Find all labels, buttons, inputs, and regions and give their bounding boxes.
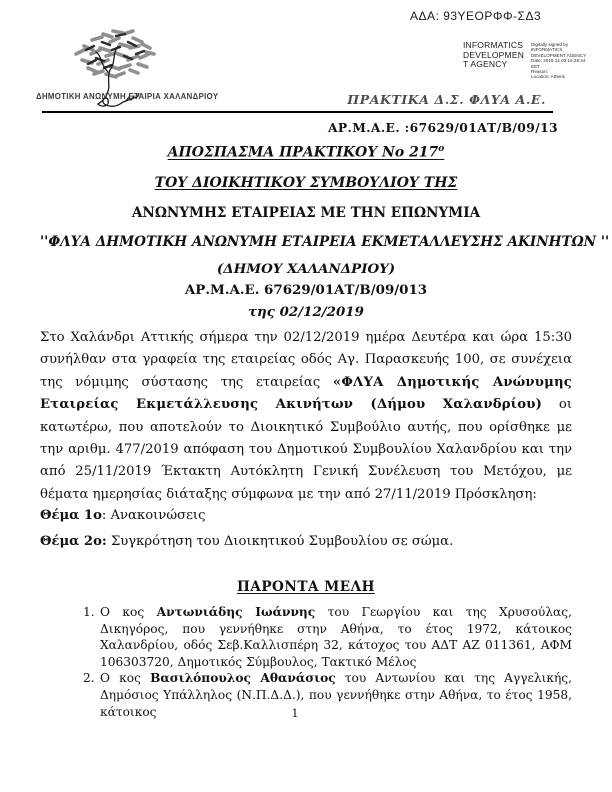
- stamp-detail-line: EET: [531, 63, 540, 69]
- intro-text: Στο Χαλάνδρι Αττικής σήμερα την 02/12/2019 ημέρα Δευτέρα και ώρα 15:30 συνήλθαν στα γραφεία της εταιρείας οδός Αγ. Παρασκευής 100, σε συνέχεια της νόμιμης σύστασης της εταιρείας: [40, 330, 572, 390]
- doc-title-line-6: ΑΡ.Μ.Α.Ε. 67629/01ΑΤ/Β/09/013: [184, 282, 428, 298]
- topic-text: : Ανακοινώσεις: [101, 508, 206, 523]
- member-prefix: Ο κος: [100, 671, 151, 686]
- logo-caption: ΔΗΜΟΤΙΚΗ ΑΝΩΝΥΜΗ ΕΤΑΙΡΙΑ ΧΑΛΑΝΔΡΙΟΥ: [36, 92, 219, 101]
- signature-stamp-agency: [463, 41, 535, 70]
- member-text: [100, 604, 572, 670]
- members-list: [83, 604, 572, 720]
- doc-title-line-2: ΤΟΥ ΔΙΟΙΚΗΤΙΚΟΥ ΣΥΜΒΟΥΛΙΟΥ ΤΗΣ: [154, 175, 458, 191]
- member-prefix: Ο κος: [100, 605, 157, 619]
- stamp-agency-line: T AGENCY: [463, 59, 508, 69]
- stamp-detail-line: Digitally signed by: [531, 42, 569, 47]
- agenda-topic-1: [40, 508, 205, 523]
- member-item-1: [83, 604, 572, 670]
- topic-label: Θέμα 2ο:: [40, 534, 107, 549]
- practika-header: ΠΡΑΚΤΙΚΑ Δ.Σ. ΦΛΥΑ Α.Ε.: [347, 92, 546, 107]
- intro-paragraph: [40, 327, 572, 506]
- doc-title-line-4: ''ΦΛΥΑ ΔΗΜΟΤΙΚΗ ΑΝΩΝΥΜΗ ΕΤΑΙΡΕΙΑ ΕΚΜΕΤΑΛΛΕΥΣΗΣ ΑΚΙΝΗΤΩΝ '': [40, 234, 610, 250]
- header-rule: [42, 111, 553, 113]
- member-number: 2.: [83, 671, 95, 686]
- topic-text: Συγκρότηση του Διοικητικού Συμβουλίου σε σώμα.: [106, 534, 454, 549]
- topic-label: Θέμα 1ο: [40, 508, 102, 523]
- doc-title-line-7: της 02/12/2019: [248, 304, 364, 320]
- doc-title-superscript: ο: [438, 144, 445, 154]
- stamp-detail-line: Reason:: [531, 69, 549, 75]
- stamp-detail-line: Date: 2019.12.03 15:28:44: [531, 58, 586, 64]
- doc-title-line-5: (ΔΗΜΟΥ ΧΑΛΑΝΔΡΙΟΥ): [216, 261, 396, 277]
- member-details: του Αντωνίου και της Αγγελικής, Δημόσιος Υπάλληλος (Ν.Π.Δ.Δ.), που γεννήθηκε στην Αθήνα, το έτος 1958, κάτοικος: [100, 671, 572, 719]
- stamp-detail-line: Location: Athens: [531, 74, 565, 80]
- agenda-topic-2: [40, 534, 453, 549]
- member-number: 1.: [83, 605, 95, 619]
- member-details: του Γεωργίου και της Χρυσούλας, Δικηγόρος, που γεννήθηκε στην Αθήνα, το έτος 1972, κάτοικος Χαλανδρίου, οδός Σεβ.Καλλισπέρη 32, κάτοχος του ΑΔΤ ΑΖ 011361, ΑΦΜ 106303720, Δημοτικός Σύμβουλος, Τακτικό Μέλος: [100, 605, 572, 669]
- stamp-agency-line: INFORMATICS: [463, 40, 524, 50]
- stamp-detail-line: INFORMATICS: [531, 47, 563, 53]
- member-name: Αντωνιάδης Ιωάννης: [156, 605, 316, 619]
- doc-title-text: ΑΠΟΣΠΑΣΜΑ ΠΡΑΚΤΙΚΟΥ Νο 217: [167, 144, 439, 161]
- member-name: Βασιλόπουλος Αθανάσιος: [150, 671, 336, 686]
- ada-number: ΑΔΑ: 93ΥΕΟΡΦΦ-ΣΔ3: [410, 9, 542, 23]
- page-number: 1: [291, 707, 299, 720]
- stamp-agency-line: DEVELOPMEN: [463, 49, 525, 60]
- intro-text: οι κατωτέρω, που αποτελούν το Διοικητικό Συμβούλιο αυτής, που ορίσθηκε με την αριθμ. 477/2019 απόφαση του Δημοτικού Συμβουλίου Χαλανδρίου και την από 25/11/2019 Έκτακτη Αυτόκλητη Γενική Συνέλευση του Μετόχου, με θέματα ημερησίας διάταξης σύμφωνα με την από 27/11/2019 Πρόσκληση:: [40, 397, 572, 502]
- doc-title-line-1: [40, 144, 572, 161]
- present-members-heading: ΠΑΡΟΝΤΑ ΜΕΛΗ: [236, 579, 376, 595]
- stamp-detail-line: DEVELOPMENT AGENCY: [531, 52, 587, 58]
- company-logo: [58, 26, 168, 115]
- intro-company-name: «ΦΛΥΑ Δημοτικής Ανώνυμης Εταιρείας Εκμετάλλευσης Ακινήτων (Δήμου Χαλανδρίου): [40, 374, 572, 413]
- doc-title-line-3: ΑΝΩΝΥΜΗΣ ΕΤΑΙΡΕΙΑΣ ΜΕ ΤΗΝ ΕΠΩΝΥΜΙΑ: [131, 205, 481, 221]
- armae-header: ΑΡ.Μ.Α.Ε. :67629/01ΑΤ/Β/09/13: [327, 120, 558, 135]
- signature-stamp-details: [531, 42, 601, 80]
